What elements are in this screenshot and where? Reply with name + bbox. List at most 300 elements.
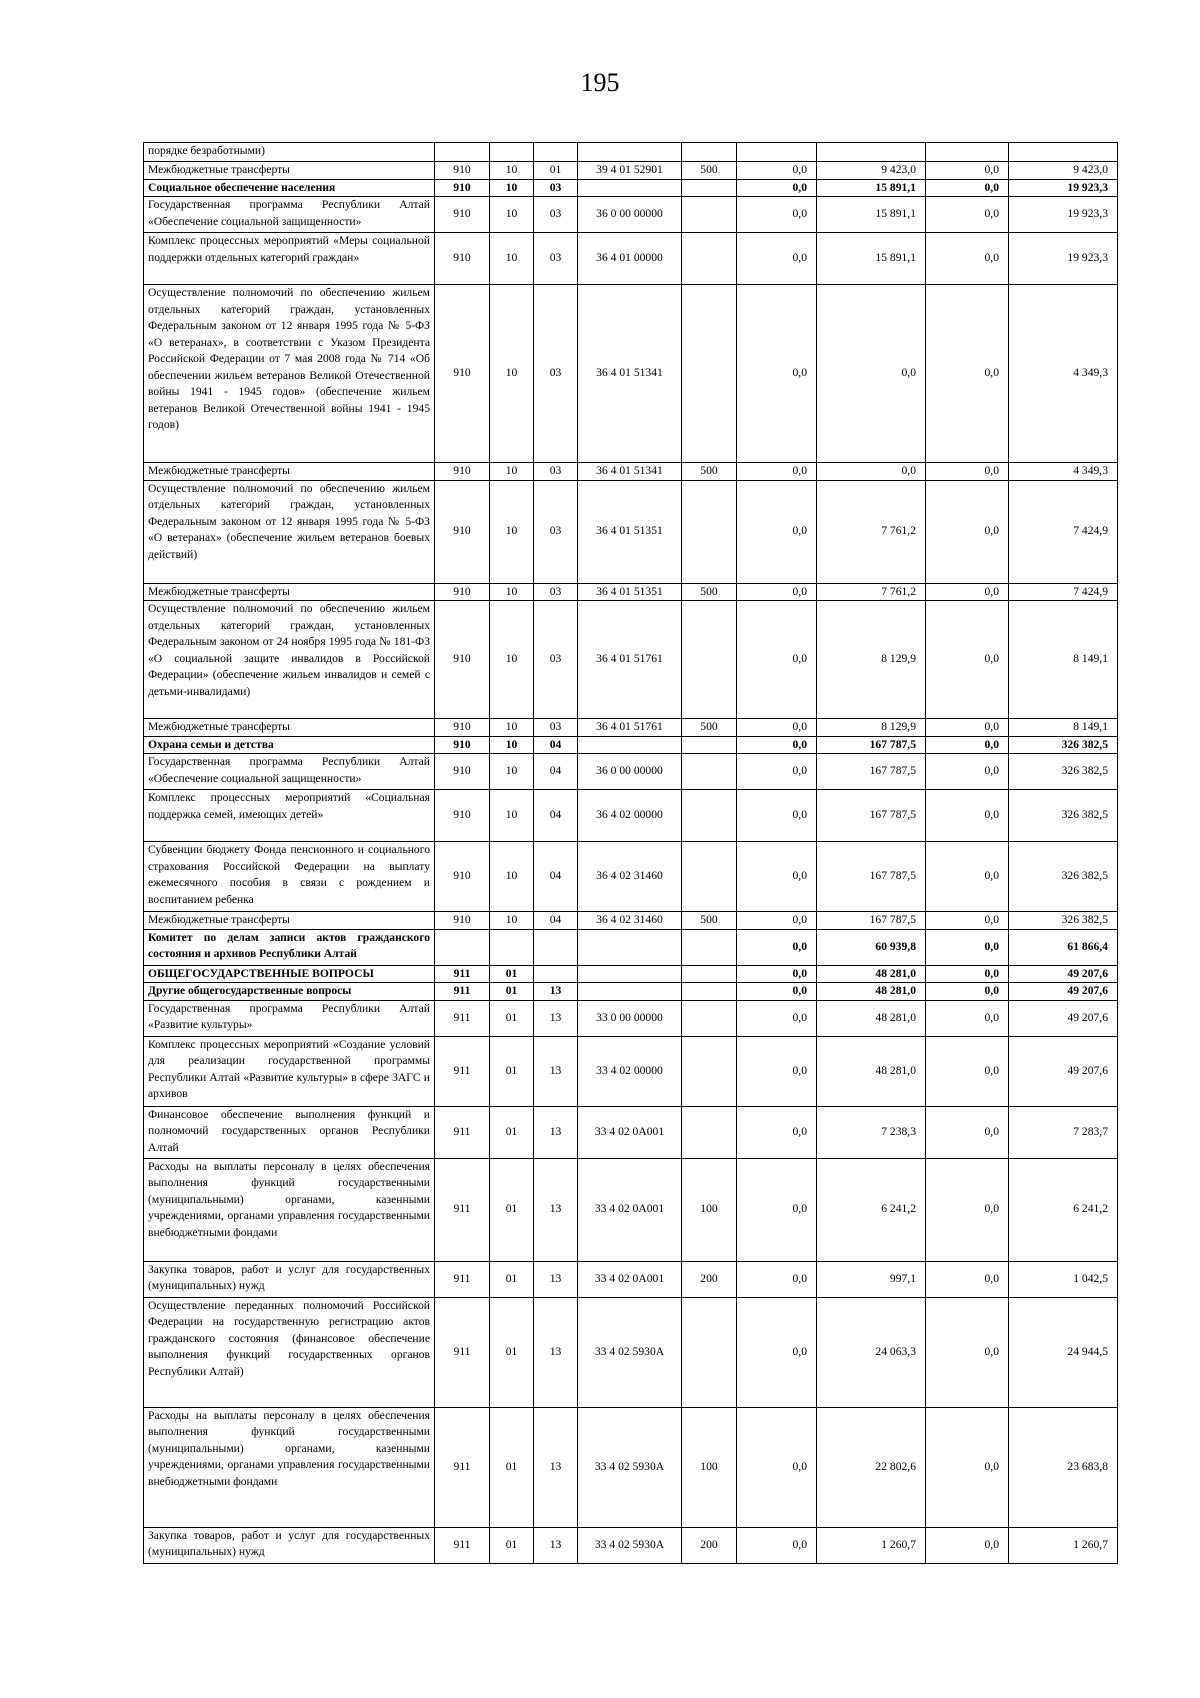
cell-amount-3: 0,0	[926, 480, 1009, 583]
cell-subsection: 04	[534, 912, 578, 930]
table-body	[144, 143, 1118, 1564]
cell-amount-4: 7 424,9	[1009, 480, 1118, 583]
cell-amount-3: 0,0	[926, 1158, 1009, 1261]
cell-section: 01	[490, 965, 534, 983]
cell-target-article: 36 4 01 51351	[578, 480, 682, 583]
cell-amount-3: 0,0	[926, 463, 1009, 481]
cell-department-code: 910	[435, 754, 490, 790]
cell-amount-4: 49 207,6	[1009, 1036, 1118, 1106]
cell-department-code: 911	[435, 983, 490, 1001]
cell-expense-type	[682, 143, 737, 162]
table-row	[144, 480, 1118, 583]
cell-amount-4: 6 241,2	[1009, 1158, 1118, 1261]
cell-subsection: 13	[534, 1407, 578, 1527]
cell-section: 10	[490, 179, 534, 197]
cell-department-code: 911	[435, 1261, 490, 1297]
cell-amount-3: 0,0	[926, 790, 1009, 842]
cell-expense-type	[682, 965, 737, 983]
cell-amount-3: 0,0	[926, 179, 1009, 197]
cell-amount-1: 0,0	[737, 480, 817, 583]
cell-department-code: 911	[435, 1000, 490, 1036]
cell-expense-type	[682, 842, 737, 912]
cell-expense-type	[682, 197, 737, 233]
cell-department-code: 910	[435, 583, 490, 601]
cell-department-code: 910	[435, 736, 490, 754]
cell-target-article: 36 4 01 51341	[578, 285, 682, 463]
cell-expense-type: 200	[682, 1527, 737, 1563]
cell-subsection: 13	[534, 1158, 578, 1261]
table-row	[144, 1407, 1118, 1527]
cell-department-code: 911	[435, 1297, 490, 1407]
cell-amount-4: 7 424,9	[1009, 583, 1118, 601]
cell-section: 10	[490, 736, 534, 754]
table-row	[144, 162, 1118, 180]
cell-subsection: 01	[534, 162, 578, 180]
cell-department-code: 910	[435, 162, 490, 180]
cell-department-code: 911	[435, 1407, 490, 1527]
cell-expense-type: 500	[682, 719, 737, 737]
table-row	[144, 1158, 1118, 1261]
cell-amount-4: 326 382,5	[1009, 842, 1118, 912]
cell-target-article: 36 4 02 31460	[578, 842, 682, 912]
cell-amount-4: 1 042,5	[1009, 1261, 1118, 1297]
cell-department-code: 910	[435, 842, 490, 912]
cell-amount-2: 15 891,1	[817, 197, 926, 233]
cell-department-code: 911	[435, 1036, 490, 1106]
cell-expense-type: 500	[682, 583, 737, 601]
table-row	[144, 1527, 1118, 1563]
cell-expense-type: 200	[682, 1261, 737, 1297]
cell-subsection: 03	[534, 179, 578, 197]
cell-section: 10	[490, 601, 534, 719]
cell-subsection: 03	[534, 583, 578, 601]
cell-amount-2: 6 241,2	[817, 1158, 926, 1261]
cell-amount-1: 0,0	[737, 1297, 817, 1407]
cell-name: Межбюджетные трансферты	[144, 162, 435, 180]
cell-amount-1: 0,0	[737, 1036, 817, 1106]
cell-target-article: 33 4 02 5930А	[578, 1407, 682, 1527]
cell-department-code: 910	[435, 480, 490, 583]
cell-amount-3: 0,0	[926, 1000, 1009, 1036]
cell-name: Межбюджетные трансферты	[144, 583, 435, 601]
cell-name: Расходы на выплаты персоналу в целях обеспечения выполнения функций государственными (муниципальными) органами, казенными учреждениями, органами управления государственными внебюджетными фондами	[144, 1158, 435, 1261]
cell-subsection: 03	[534, 285, 578, 463]
cell-amount-2: 167 787,5	[817, 736, 926, 754]
cell-name: Финансовое обеспечение выполнения функций и полномочий государственных органов Республики Алтай	[144, 1106, 435, 1158]
cell-expense-type: 100	[682, 1158, 737, 1261]
cell-amount-2: 997,1	[817, 1261, 926, 1297]
table-row	[144, 983, 1118, 1001]
cell-amount-4: 19 923,3	[1009, 233, 1118, 285]
cell-amount-1: 0,0	[737, 1000, 817, 1036]
cell-target-article: 36 4 01 51761	[578, 601, 682, 719]
cell-subsection: 13	[534, 1036, 578, 1106]
cell-section: 10	[490, 463, 534, 481]
cell-target-article: 36 0 00 00000	[578, 197, 682, 233]
cell-expense-type	[682, 233, 737, 285]
cell-amount-2: 167 787,5	[817, 754, 926, 790]
cell-amount-1: 0,0	[737, 197, 817, 233]
cell-amount-3: 0,0	[926, 719, 1009, 737]
cell-name: Комитет по делам записи актов гражданского состояния и архивов Республики Алтай	[144, 929, 435, 965]
cell-target-article	[578, 143, 682, 162]
cell-amount-3: 0,0	[926, 285, 1009, 463]
cell-section: 01	[490, 1000, 534, 1036]
cell-subsection: 13	[534, 1106, 578, 1158]
cell-amount-1: 0,0	[737, 842, 817, 912]
cell-amount-2: 48 281,0	[817, 1036, 926, 1106]
cell-amount-3: 0,0	[926, 1527, 1009, 1563]
cell-amount-1: 0,0	[737, 736, 817, 754]
cell-expense-type: 100	[682, 1407, 737, 1527]
cell-section: 10	[490, 162, 534, 180]
cell-target-article: 39 4 01 52901	[578, 162, 682, 180]
budget-table	[143, 142, 1118, 1564]
cell-amount-4: 4 349,3	[1009, 285, 1118, 463]
cell-subsection: 03	[534, 233, 578, 285]
cell-amount-1: 0,0	[737, 1407, 817, 1527]
cell-expense-type	[682, 754, 737, 790]
cell-subsection: 13	[534, 1297, 578, 1407]
table-row	[144, 842, 1118, 912]
cell-target-article: 36 4 01 51341	[578, 463, 682, 481]
cell-name: Осуществление полномочий по обеспечению жильем отдельных категорий граждан, установленных Федеральным законом от 12 января 1995 года № 5-ФЗ «О ветеранах», в соответствии с Указом Президента Российской Федерации от 7 мая 2008 года № 714 «Об обеспечении жильем ветеранов Великой Отечественной войны 1941 - 1945 годов» (обеспечение жильем ветеранов Великой Отечественной войны 1941 - 1945 годов)	[144, 285, 435, 463]
cell-amount-4: 4 349,3	[1009, 463, 1118, 481]
cell-target-article	[578, 965, 682, 983]
cell-amount-4: 326 382,5	[1009, 790, 1118, 842]
cell-section: 01	[490, 1261, 534, 1297]
table-row	[144, 601, 1118, 719]
cell-amount-1: 0,0	[737, 912, 817, 930]
cell-amount-2	[817, 143, 926, 162]
cell-amount-1: 0,0	[737, 754, 817, 790]
table-row	[144, 285, 1118, 463]
cell-department-code: 910	[435, 912, 490, 930]
table-row	[144, 1000, 1118, 1036]
cell-amount-2: 8 129,9	[817, 601, 926, 719]
cell-expense-type	[682, 736, 737, 754]
cell-name: Межбюджетные трансферты	[144, 719, 435, 737]
cell-expense-type	[682, 983, 737, 1001]
table-row	[144, 179, 1118, 197]
cell-expense-type: 500	[682, 463, 737, 481]
cell-subsection: 03	[534, 719, 578, 737]
cell-expense-type: 500	[682, 162, 737, 180]
cell-subsection: 04	[534, 842, 578, 912]
cell-amount-1: 0,0	[737, 719, 817, 737]
cell-expense-type	[682, 179, 737, 197]
cell-amount-1: 0,0	[737, 583, 817, 601]
cell-name: Государственная программа Республики Алтай «Обеспечение социальной защищенности»	[144, 197, 435, 233]
cell-expense-type: 500	[682, 912, 737, 930]
cell-target-article: 33 4 02 00000	[578, 1036, 682, 1106]
cell-amount-2: 167 787,5	[817, 842, 926, 912]
cell-section: 01	[490, 1527, 534, 1563]
cell-target-article: 33 4 02 0А001	[578, 1261, 682, 1297]
table-row	[144, 912, 1118, 930]
cell-department-code: 910	[435, 179, 490, 197]
cell-amount-3: 0,0	[926, 754, 1009, 790]
cell-department-code: 910	[435, 197, 490, 233]
cell-amount-3	[926, 143, 1009, 162]
cell-amount-4: 326 382,5	[1009, 754, 1118, 790]
cell-section: 10	[490, 285, 534, 463]
cell-name: Комплекс процессных мероприятий «Создание условий для реализации государственной программы Республики Алтай «Развитие культуры» в сфере ЗАГС и архивов	[144, 1036, 435, 1106]
cell-subsection: 13	[534, 1527, 578, 1563]
cell-expense-type	[682, 929, 737, 965]
cell-section: 10	[490, 480, 534, 583]
cell-amount-2: 48 281,0	[817, 1000, 926, 1036]
cell-name: Комплекс процессных мероприятий «Меры социальной поддержки отдельных категорий граждан»	[144, 233, 435, 285]
cell-target-article: 36 4 02 00000	[578, 790, 682, 842]
cell-expense-type	[682, 601, 737, 719]
cell-expense-type	[682, 1000, 737, 1036]
cell-amount-3: 0,0	[926, 929, 1009, 965]
cell-amount-1: 0,0	[737, 965, 817, 983]
table-row	[144, 463, 1118, 481]
cell-section: 10	[490, 719, 534, 737]
table-row	[144, 736, 1118, 754]
cell-name: Социальное обеспечение населения	[144, 179, 435, 197]
cell-amount-4: 19 923,3	[1009, 179, 1118, 197]
cell-section: 01	[490, 1036, 534, 1106]
cell-department-code: 911	[435, 1106, 490, 1158]
cell-name: Закупка товаров, работ и услуг для государственных (муниципальных) нужд	[144, 1527, 435, 1563]
cell-department-code: 910	[435, 719, 490, 737]
cell-amount-3: 0,0	[926, 197, 1009, 233]
cell-amount-2: 8 129,9	[817, 719, 926, 737]
cell-department-code	[435, 929, 490, 965]
cell-amount-1: 0,0	[737, 790, 817, 842]
cell-amount-1: 0,0	[737, 463, 817, 481]
cell-expense-type	[682, 285, 737, 463]
cell-name: Осуществление переданных полномочий Российской Федерации на государственную регистрацию актов гражданского состояния (финансовое обеспечение выполнения функций государственных органов Республики Алтай)	[144, 1297, 435, 1407]
cell-expense-type	[682, 1106, 737, 1158]
table-row	[144, 197, 1118, 233]
cell-amount-2: 15 891,1	[817, 179, 926, 197]
cell-amount-1: 0,0	[737, 601, 817, 719]
cell-amount-1: 0,0	[737, 179, 817, 197]
table-row	[144, 233, 1118, 285]
cell-section: 10	[490, 790, 534, 842]
cell-amount-1: 0,0	[737, 1106, 817, 1158]
cell-amount-1: 0,0	[737, 983, 817, 1001]
cell-amount-3: 0,0	[926, 1297, 1009, 1407]
cell-amount-4: 49 207,6	[1009, 983, 1118, 1001]
cell-amount-4: 19 923,3	[1009, 197, 1118, 233]
table-row	[144, 965, 1118, 983]
cell-department-code: 910	[435, 790, 490, 842]
cell-expense-type	[682, 790, 737, 842]
cell-amount-2: 9 423,0	[817, 162, 926, 180]
cell-amount-2: 7 238,3	[817, 1106, 926, 1158]
cell-amount-3: 0,0	[926, 583, 1009, 601]
cell-target-article: 33 4 02 5930А	[578, 1527, 682, 1563]
cell-amount-2: 7 761,2	[817, 480, 926, 583]
cell-amount-2: 48 281,0	[817, 965, 926, 983]
cell-amount-4: 8 149,1	[1009, 719, 1118, 737]
cell-target-article	[578, 929, 682, 965]
cell-section: 10	[490, 583, 534, 601]
cell-amount-4: 49 207,6	[1009, 965, 1118, 983]
cell-amount-4: 7 283,7	[1009, 1106, 1118, 1158]
cell-name: Межбюджетные трансферты	[144, 912, 435, 930]
cell-amount-3: 0,0	[926, 983, 1009, 1001]
cell-amount-3: 0,0	[926, 162, 1009, 180]
cell-name: Государственная программа Республики Алтай «Развитие культуры»	[144, 1000, 435, 1036]
cell-amount-2: 48 281,0	[817, 983, 926, 1001]
cell-section: 10	[490, 233, 534, 285]
cell-amount-1: 0,0	[737, 162, 817, 180]
cell-section: 10	[490, 912, 534, 930]
cell-name: порядке безработными)	[144, 143, 435, 162]
cell-amount-3: 0,0	[926, 1036, 1009, 1106]
cell-department-code: 911	[435, 1158, 490, 1261]
cell-section: 10	[490, 754, 534, 790]
cell-name: Комплекс процессных мероприятий «Социальная поддержка семей, имеющих детей»	[144, 790, 435, 842]
cell-subsection: 04	[534, 736, 578, 754]
cell-section: 01	[490, 1106, 534, 1158]
cell-name: ОБЩЕГОСУДАРСТВЕННЫЕ ВОПРОСЫ	[144, 965, 435, 983]
cell-subsection: 13	[534, 983, 578, 1001]
cell-amount-4: 1 260,7	[1009, 1527, 1118, 1563]
cell-subsection: 03	[534, 601, 578, 719]
cell-amount-2: 167 787,5	[817, 912, 926, 930]
cell-amount-4: 9 423,0	[1009, 162, 1118, 180]
cell-target-article: 33 4 02 5930А	[578, 1297, 682, 1407]
cell-amount-3: 0,0	[926, 965, 1009, 983]
cell-target-article: 36 4 02 31460	[578, 912, 682, 930]
cell-subsection: 13	[534, 1000, 578, 1036]
table-row	[144, 929, 1118, 965]
cell-amount-1: 0,0	[737, 1261, 817, 1297]
cell-amount-3: 0,0	[926, 1407, 1009, 1527]
cell-amount-3: 0,0	[926, 912, 1009, 930]
cell-section: 01	[490, 1407, 534, 1527]
cell-name: Межбюджетные трансферты	[144, 463, 435, 481]
cell-amount-4: 23 683,8	[1009, 1407, 1118, 1527]
cell-amount-3: 0,0	[926, 842, 1009, 912]
cell-section	[490, 929, 534, 965]
cell-target-article: 36 4 01 51761	[578, 719, 682, 737]
cell-subsection: 03	[534, 197, 578, 233]
cell-name: Осуществление полномочий по обеспечению жильем отдельных категорий граждан, установленных Федеральным законом от 24 ноября 1995 года № 181-ФЗ «О социальной защите инвалидов в Российской Федерации» (обеспечение жильем инвалидов и семей с детьми-инвалидами)	[144, 601, 435, 719]
cell-amount-4: 61 866,4	[1009, 929, 1118, 965]
cell-subsection: 04	[534, 790, 578, 842]
cell-amount-2: 22 802,6	[817, 1407, 926, 1527]
table-row	[144, 1297, 1118, 1407]
table-row	[144, 1106, 1118, 1158]
cell-amount-1: 0,0	[737, 285, 817, 463]
cell-department-code	[435, 143, 490, 162]
cell-expense-type	[682, 1297, 737, 1407]
cell-name: Охрана семьи и детства	[144, 736, 435, 754]
cell-target-article	[578, 736, 682, 754]
cell-amount-4: 326 382,5	[1009, 912, 1118, 930]
cell-section: 01	[490, 1158, 534, 1261]
cell-target-article: 36 4 01 51351	[578, 583, 682, 601]
cell-target-article	[578, 983, 682, 1001]
cell-target-article	[578, 179, 682, 197]
cell-subsection	[534, 929, 578, 965]
cell-target-article: 36 0 00 00000	[578, 754, 682, 790]
cell-department-code: 910	[435, 601, 490, 719]
cell-department-code: 910	[435, 233, 490, 285]
cell-amount-3: 0,0	[926, 233, 1009, 285]
cell-name: Осуществление полномочий по обеспечению жильем отдельных категорий граждан, установленных Федеральным законом от 12 января 1995 года № 5-ФЗ «О ветеранах» (обеспечение жильем ветеранов боевых действий)	[144, 480, 435, 583]
cell-amount-4: 326 382,5	[1009, 736, 1118, 754]
table-row	[144, 1261, 1118, 1297]
cell-amount-3: 0,0	[926, 736, 1009, 754]
cell-subsection: 13	[534, 1261, 578, 1297]
table-row	[144, 1036, 1118, 1106]
cell-subsection: 03	[534, 463, 578, 481]
cell-department-code: 910	[435, 285, 490, 463]
cell-name: Субвенции бюджету Фонда пенсионного и социального страхования Российской Федерации на выплату ежемесячного пособия в связи с рождением и воспитанием ребенка	[144, 842, 435, 912]
cell-amount-4	[1009, 143, 1118, 162]
cell-section: 01	[490, 983, 534, 1001]
table-row	[144, 719, 1118, 737]
cell-name: Государственная программа Республики Алтай «Обеспечение социальной защищенности»	[144, 754, 435, 790]
cell-amount-2: 1 260,7	[817, 1527, 926, 1563]
cell-department-code: 910	[435, 463, 490, 481]
cell-expense-type	[682, 1036, 737, 1106]
cell-expense-type	[682, 480, 737, 583]
cell-department-code: 911	[435, 1527, 490, 1563]
cell-section: 10	[490, 197, 534, 233]
cell-amount-1	[737, 143, 817, 162]
cell-amount-2: 15 891,1	[817, 233, 926, 285]
cell-amount-4: 49 207,6	[1009, 1000, 1118, 1036]
table-row	[144, 790, 1118, 842]
cell-name: Расходы на выплаты персоналу в целях обеспечения выполнения функций государственными (муниципальными) органами, казенными учреждениями, органами управления государственными внебюджетными фондами	[144, 1407, 435, 1527]
cell-amount-2: 0,0	[817, 463, 926, 481]
cell-department-code: 911	[435, 965, 490, 983]
table-row	[144, 754, 1118, 790]
cell-subsection	[534, 965, 578, 983]
table-row	[144, 143, 1118, 162]
table-row	[144, 583, 1118, 601]
cell-amount-3: 0,0	[926, 601, 1009, 719]
cell-name: Другие общегосударственные вопросы	[144, 983, 435, 1001]
cell-amount-2: 24 063,3	[817, 1297, 926, 1407]
cell-amount-4: 24 944,5	[1009, 1297, 1118, 1407]
cell-amount-2: 167 787,5	[817, 790, 926, 842]
cell-amount-1: 0,0	[737, 1527, 817, 1563]
cell-amount-2: 0,0	[817, 285, 926, 463]
cell-target-article: 33 4 02 0А001	[578, 1158, 682, 1261]
cell-amount-4: 8 149,1	[1009, 601, 1118, 719]
cell-target-article: 33 0 00 00000	[578, 1000, 682, 1036]
cell-target-article: 36 4 01 00000	[578, 233, 682, 285]
page-number: 195	[580, 68, 620, 97]
cell-section: 10	[490, 842, 534, 912]
cell-amount-3: 0,0	[926, 1261, 1009, 1297]
cell-target-article: 33 4 02 0А001	[578, 1106, 682, 1158]
cell-amount-1: 0,0	[737, 929, 817, 965]
cell-subsection: 04	[534, 754, 578, 790]
cell-amount-1: 0,0	[737, 1158, 817, 1261]
cell-subsection	[534, 143, 578, 162]
cell-subsection: 03	[534, 480, 578, 583]
cell-amount-2: 7 761,2	[817, 583, 926, 601]
cell-amount-2: 60 939,8	[817, 929, 926, 965]
cell-name: Закупка товаров, работ и услуг для государственных (муниципальных) нужд	[144, 1261, 435, 1297]
cell-section: 01	[490, 1297, 534, 1407]
cell-amount-3: 0,0	[926, 1106, 1009, 1158]
cell-amount-1: 0,0	[737, 233, 817, 285]
cell-section	[490, 143, 534, 162]
